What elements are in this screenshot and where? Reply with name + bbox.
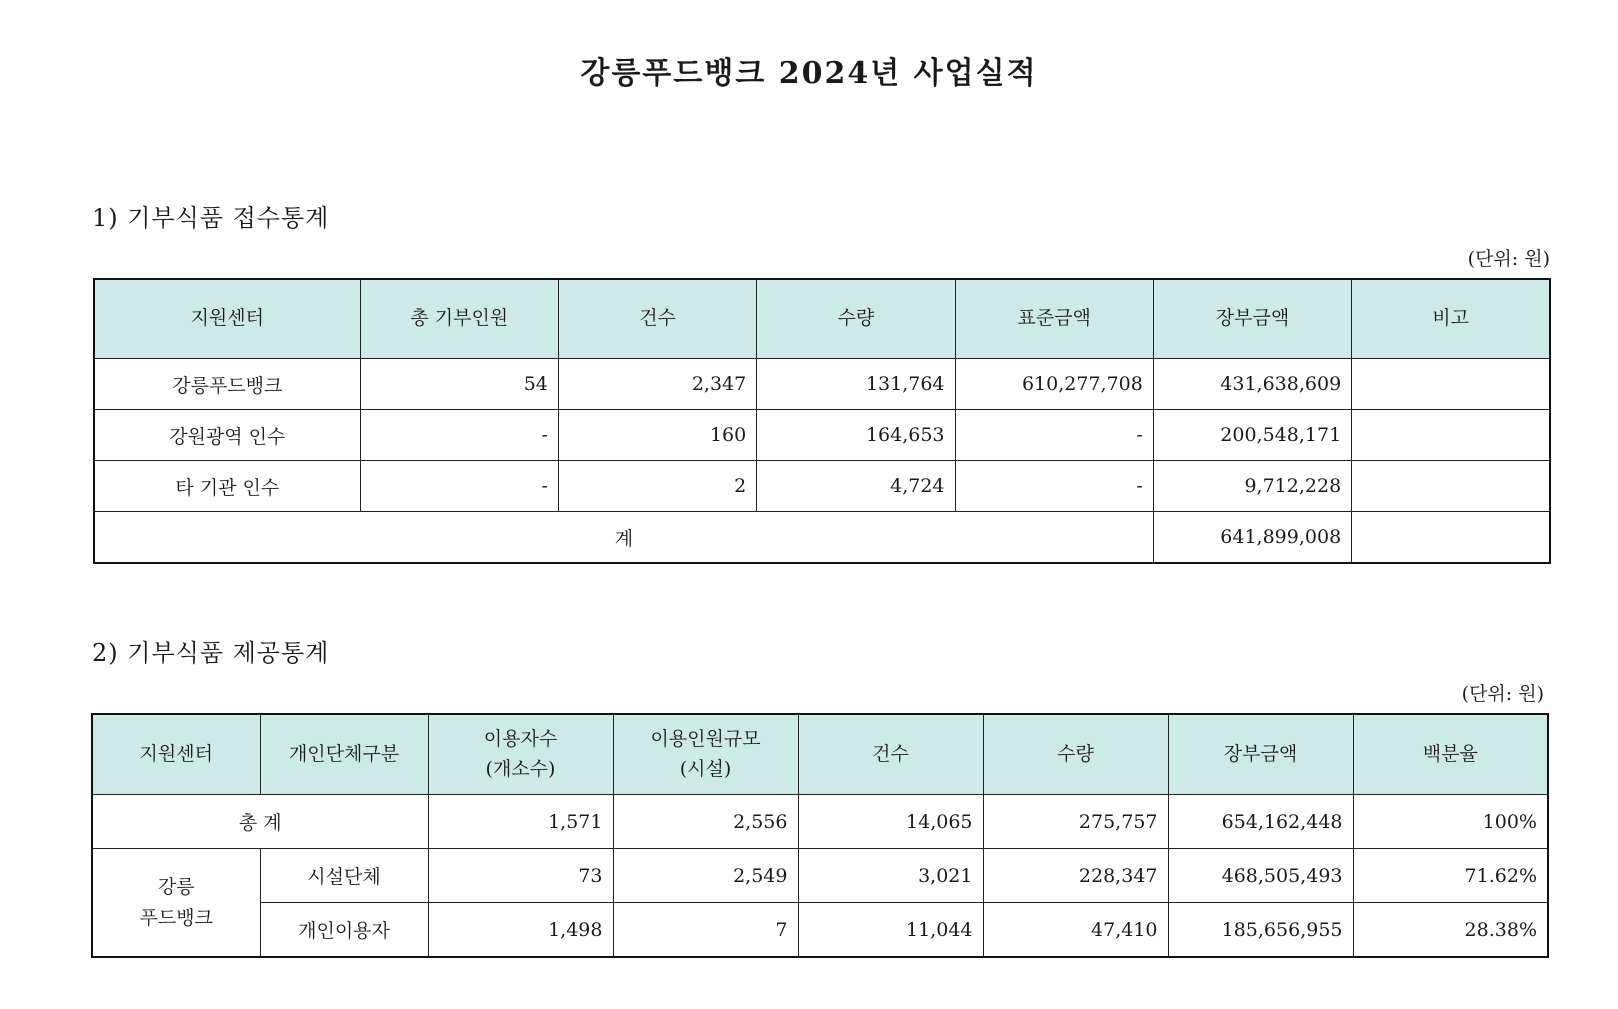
- cell-note: [1352, 359, 1550, 410]
- table-header-row: [92, 714, 1548, 795]
- cell-total-users: 1,571: [428, 795, 613, 849]
- cell-count: 2,347: [558, 359, 756, 410]
- cell-total-count: 14,065: [798, 795, 983, 849]
- cell-total-scale: 2,556: [613, 795, 798, 849]
- table-row: [92, 903, 1548, 958]
- column-header-note: 비고: [1352, 279, 1550, 359]
- table-row: [94, 359, 1550, 410]
- section-heading-provision: 2) 기부식품 제공통계: [92, 639, 330, 667]
- cell-total-label: 총 계: [92, 795, 428, 849]
- cell-count: 3,021: [798, 849, 983, 903]
- column-header-scale: [613, 714, 798, 795]
- cell-total-percent: 100%: [1353, 795, 1548, 849]
- cell-center: 강원광역 인수: [94, 410, 360, 461]
- cell-center-group: [92, 849, 260, 958]
- cell-type: 개인이용자: [260, 903, 428, 958]
- table-row: [94, 461, 1550, 512]
- cell-standard-amount: 610,277,708: [955, 359, 1153, 410]
- cell-book-amount: 431,638,609: [1153, 359, 1351, 410]
- receipt-statistics-table: [93, 278, 1551, 564]
- column-header-standard-amount: 표준금액: [955, 279, 1153, 359]
- table-row: [94, 410, 1550, 461]
- cell-percent: 28.38%: [1353, 903, 1548, 958]
- column-header-count: 건수: [798, 714, 983, 795]
- cell-total-label: 계: [94, 512, 1153, 564]
- column-header-book-amount: 장부금액: [1168, 714, 1353, 795]
- cell-donors: -: [360, 410, 558, 461]
- cell-quantity: 4,724: [757, 461, 955, 512]
- cell-quantity: 164,653: [757, 410, 955, 461]
- column-header-scale-line1: 이용인원규모: [650, 728, 761, 751]
- cell-donors: 54: [360, 359, 558, 410]
- cell-type: 시설단체: [260, 849, 428, 903]
- column-header-book-amount: 장부금액: [1153, 279, 1351, 359]
- column-header-users-line1: 이용자수: [483, 728, 558, 751]
- table-row: [92, 849, 1548, 903]
- cell-book-amount: 468,505,493: [1168, 849, 1353, 903]
- cell-quantity: 47,410: [983, 903, 1168, 958]
- cell-standard-amount: -: [955, 461, 1153, 512]
- cell-total-note: [1352, 512, 1550, 564]
- cell-total-book-amount: 654,162,448: [1168, 795, 1353, 849]
- cell-book-amount: 185,656,955: [1168, 903, 1353, 958]
- column-header-type: 개인단체구분: [260, 714, 428, 795]
- column-header-users: [428, 714, 613, 795]
- cell-note: [1352, 410, 1550, 461]
- cell-center: 타 기관 인수: [94, 461, 360, 512]
- table-header-row: [94, 279, 1550, 359]
- cell-donors: -: [360, 461, 558, 512]
- cell-count: 11,044: [798, 903, 983, 958]
- column-header-quantity: 수량: [757, 279, 955, 359]
- document-title: 강릉푸드뱅크 2024년 사업실적: [580, 56, 1038, 91]
- cell-total-quantity: 275,757: [983, 795, 1168, 849]
- table-total-row: [94, 512, 1550, 564]
- cell-count: 2: [558, 461, 756, 512]
- cell-center-group-line2: 푸드뱅크: [139, 906, 213, 929]
- column-header-scale-line2: (시설): [679, 757, 732, 780]
- column-header-center: 지원센터: [92, 714, 260, 795]
- cell-center: 강릉푸드뱅크: [94, 359, 360, 410]
- cell-center-group-line1: 강릉: [157, 876, 195, 899]
- cell-users: 1,498: [428, 903, 613, 958]
- unit-label-provision: (단위: 원): [1461, 683, 1544, 705]
- column-header-count: 건수: [558, 279, 756, 359]
- column-header-percent: 백분율: [1353, 714, 1548, 795]
- section-heading-receipt: 1) 기부식품 접수통계: [92, 204, 330, 232]
- cell-quantity: 131,764: [757, 359, 955, 410]
- table-total-row: [92, 795, 1548, 849]
- provision-statistics-table: [91, 713, 1549, 958]
- unit-label-receipt: (단위: 원): [1467, 248, 1550, 270]
- cell-book-amount: 200,548,171: [1153, 410, 1351, 461]
- column-header-center: 지원센터: [94, 279, 360, 359]
- cell-book-amount: 9,712,228: [1153, 461, 1351, 512]
- cell-percent: 71.62%: [1353, 849, 1548, 903]
- column-header-donors: 총 기부인원: [360, 279, 558, 359]
- cell-standard-amount: -: [955, 410, 1153, 461]
- cell-note: [1352, 461, 1550, 512]
- column-header-quantity: 수량: [983, 714, 1168, 795]
- column-header-users-line2: (개소수): [485, 757, 556, 780]
- cell-scale: 2,549: [613, 849, 798, 903]
- cell-quantity: 228,347: [983, 849, 1168, 903]
- cell-total-book-amount: 641,899,008: [1153, 512, 1351, 564]
- cell-scale: 7: [613, 903, 798, 958]
- cell-users: 73: [428, 849, 613, 903]
- cell-count: 160: [558, 410, 756, 461]
